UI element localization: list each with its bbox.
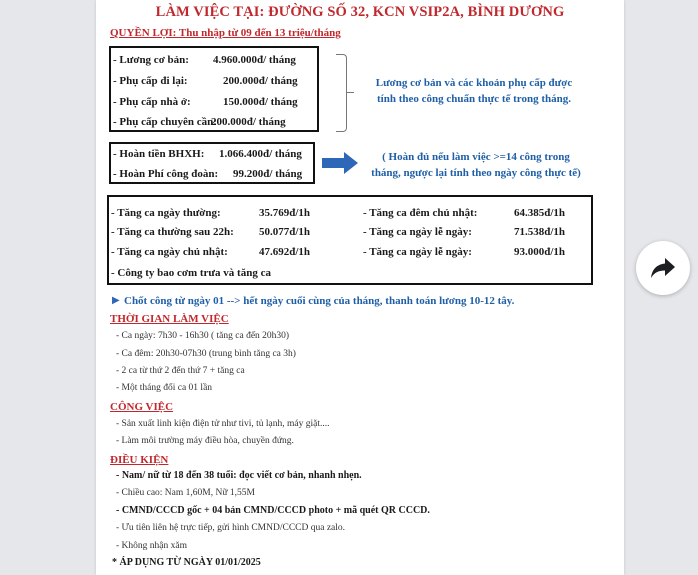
work-time-item: - Ca ngày: 7h30 - 16h30 ( tăng ca đến 20h30) [116, 331, 290, 341]
benefit-value: 200.000đ/ tháng [223, 75, 298, 87]
job-poster-document [96, 0, 624, 575]
benefits-note-line: tính theo công chuẩn thực tế trong tháng. [376, 93, 572, 105]
apply-from-note: * ÁP DỤNG TỪ NGÀY 01/01/2025 [112, 557, 261, 568]
benefits-heading: QUYỀN LỢI: Thu nhập từ 09 đến 13 triệu/tháng [110, 27, 341, 39]
benefit-label: - Phụ cấp nhà ở: [113, 96, 191, 108]
condition-item: - Nam/ nữ từ 18 đến 38 tuổi: đọc viết cơ bản, nhanh nhẹn. [116, 470, 362, 481]
work-time-item: - Một tháng đổi ca 01 lần [116, 383, 213, 393]
overtime-label: - Tăng ca thường sau 22h: [111, 226, 234, 238]
overtime-value: 35.769đ/1h [259, 207, 311, 219]
payroll-note: Chốt công từ ngày 01 --> hết ngày cuối cùng của tháng, thanh toán lương 10-12 tây. [124, 295, 515, 307]
overtime-label: - Tăng ca đêm chủ nhật: [363, 207, 478, 219]
bracket-tick [346, 92, 354, 93]
benefit-value: 150.000đ/ tháng [223, 96, 298, 108]
condition-item: - Chiều cao: Nam 1,60M, Nữ 1,55M [116, 488, 255, 498]
benefit-label: - Lương cơ bản: [113, 54, 189, 66]
refund-box [109, 142, 315, 184]
job-item: - Sản xuất linh kiện điện tử như tivi, tủ lạnh, máy giặt.... [116, 419, 330, 429]
work-time-item: - Ca đêm: 20h30-07h30 (trung bình tăng ca 3h) [116, 349, 296, 359]
overtime-label: - Tăng ca ngày lễ ngày: [363, 226, 472, 238]
job-item: - Làm môi trường máy điều hòa, chuyền đứng. [116, 436, 294, 446]
benefit-value: 4.960.000đ/ tháng [213, 54, 296, 66]
condition-item: - CMND/CCCD gốc + 04 bản CMND/CCCD photo + mã quét QR CCCD. [116, 505, 430, 516]
refund-label: - Hoàn Phí công đoàn: [113, 168, 219, 180]
benefits-note-line: Lương cơ bản và các khoản phụ cấp được [375, 77, 573, 89]
overtime-label: - Tăng ca ngày lễ ngày: [363, 246, 472, 258]
triangle-bullet-icon: ▶ [112, 295, 120, 306]
overtime-box [107, 195, 593, 285]
overtime-label: - Tăng ca ngày thường: [111, 207, 221, 219]
share-arrow-icon [650, 257, 676, 279]
overtime-value: 71.538đ/1h [514, 226, 566, 238]
benefit-label: - Phụ cấp đi lại: [113, 75, 188, 87]
refund-note [361, 149, 591, 181]
bracket-decoration [336, 54, 347, 132]
refund-value: 99.200đ/ tháng [233, 168, 303, 180]
work-time-heading: THỜI GIAN LÀM VIỆC [110, 313, 229, 325]
overtime-value: 47.692đ/1h [259, 246, 311, 258]
conditions-heading: ĐIỀU KIỆN [110, 454, 169, 466]
overtime-value: 93.000đ/1h [514, 246, 566, 258]
refund-note-line: ( Hoàn đủ nếu làm việc >=14 công trong [382, 151, 570, 163]
condition-item: - Không nhận xăm [116, 541, 187, 551]
benefits-note [364, 75, 584, 107]
refund-note-line: tháng, ngược lại tính theo ngày công thực tế) [371, 167, 581, 179]
overtime-label: - Tăng ca ngày chủ nhật: [111, 246, 228, 258]
benefit-value: 200.000đ/ tháng [211, 116, 286, 128]
condition-item: - Ưu tiên liên hệ trực tiếp, gửi hình CMND/CCCD qua zalo. [116, 523, 346, 533]
benefit-label: - Phụ cấp chuyên cần: [113, 116, 217, 128]
refund-label: - Hoàn tiền BHXH: [113, 148, 205, 160]
benefits-box [109, 46, 319, 132]
overtime-value: 64.385đ/1h [514, 207, 566, 219]
page-title: LÀM VIỆC TẠI: ĐƯỜNG SỐ 32, KCN VSIP2A, BÌNH DƯƠNG [155, 4, 565, 20]
overtime-value: 50.077đ/1h [259, 226, 311, 238]
meal-note: - Công ty bao cơm trưa và tăng ca [111, 267, 271, 279]
share-button[interactable] [636, 241, 690, 295]
work-time-item: - 2 ca từ thứ 2 đến thứ 7 + tăng ca [116, 366, 245, 376]
refund-value: 1.066.400đ/ tháng [219, 148, 302, 160]
right-arrow-icon [322, 152, 358, 174]
job-heading: CÔNG VIỆC [110, 401, 174, 413]
